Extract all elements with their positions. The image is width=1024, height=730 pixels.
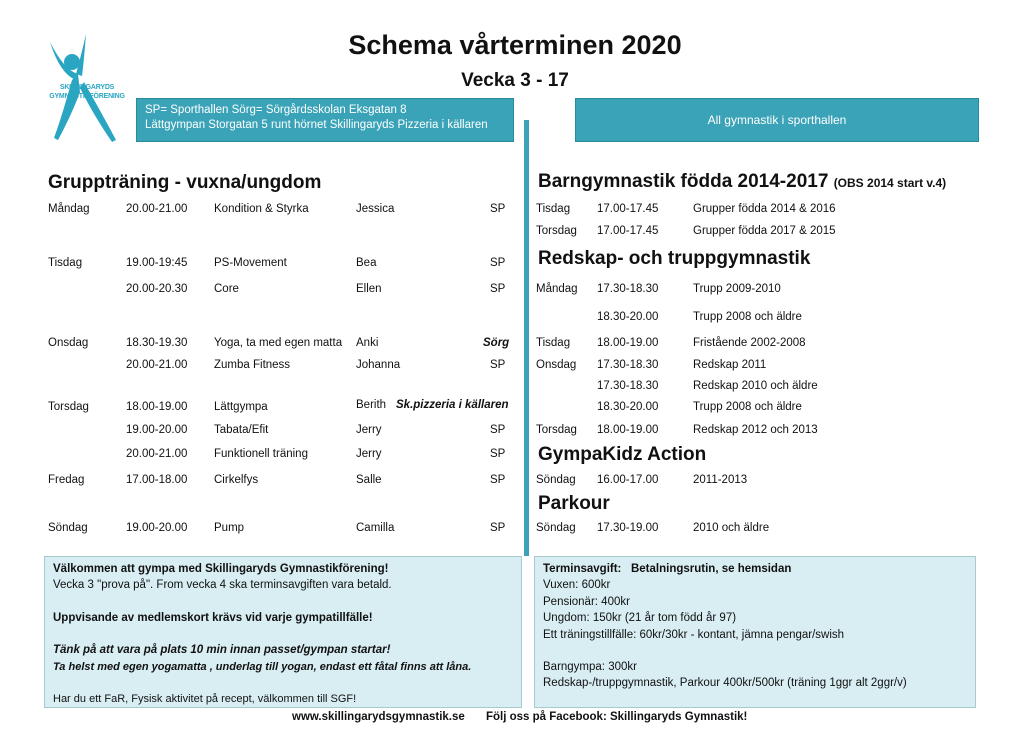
fee-apparatus: Redskap-/truppgymnastik, Parkour 400kr/500kr (träning 1ggr alt 2ggr/v) [543,677,907,690]
row-time: 16.00-17.00 [597,474,659,486]
row-time: 17.00-17.45 [597,203,659,215]
legend-line-1: SP= Sporthallen Sörg= Sörgårdsskolan Eksgatan 8 [145,104,407,116]
row-time: 20.00-21.00 [126,203,188,215]
fee-heading: Terminsavgift: [543,563,622,575]
row-time: 20.00-21.00 [126,448,188,460]
row-time: 20.00-20.30 [126,283,188,295]
row-time: 17.30-18.30 [597,380,659,392]
fee-kids: Barngympa: 300kr [543,661,637,674]
fee-youth: Ungdom: 150kr (21 år tom född år 97) [543,612,737,625]
row-leader: Ellen [356,283,382,295]
row-place: SP [490,359,506,371]
row-activity: Pump [214,522,245,534]
heading-redskap: Redskap- och truppgymnastik [538,248,811,269]
row-group: Fristående 2002-2008 [693,337,806,349]
fee-single: Ett träningstillfälle: 60kr/30kr - kontant, jämna pengar/swish [543,628,845,641]
row-place: SP [490,522,506,534]
row-time: 18.00-19.00 [597,424,659,436]
heading-barngymnastik-note: (OBS 2014 start v.4) [833,176,947,190]
fee-pensioner: Pensionär: 400kr [543,595,630,608]
row-place: Sörg [483,337,510,349]
row-day: Tisdag [536,337,571,349]
footer-facebook-text: Följ oss på Facebook: Skillingaryds Gymnastik! [486,711,748,723]
row-place: SP [490,474,506,486]
far-text: Har du ett FaR, Fysisk aktivitet på recept, välkommen till SGF! [53,693,357,706]
row-leader: Jessica [356,203,395,215]
row-day: Söndag [536,474,576,486]
heading-group-training: Gruppträning - vuxna/ungdom [48,172,322,193]
row-time: 17.00-17.45 [597,225,659,237]
row-group: Trupp 2008 och äldre [693,311,802,323]
row-time: 19.00-20.00 [126,522,188,534]
row-activity: Lättgympa [214,401,268,413]
row-group: Trupp 2008 och äldre [693,401,802,413]
row-place: SP [490,448,506,460]
heading-barngymnastik-text: Barngymnastik födda 2014-2017 [538,171,829,192]
legend-line-2: Lättgympan Storgatan 5 runt hörnet Skillingaryds Pizzeria i källaren [145,119,488,131]
page-subtitle: Vecka 3 - 17 [461,70,569,91]
row-activity: Zumba Fitness [214,359,291,371]
row-leader: Bea [356,257,377,269]
footer-website-link[interactable]: www.skillingarydsgymnastik.se [292,711,465,723]
row-group: Trupp 2009-2010 [693,283,781,295]
heading-parkour: Parkour [538,493,610,514]
welcome-text: Välkommen att gympa med Skillingaryds Gymnastikförening! [53,563,389,575]
row-leader: Johanna [356,359,401,371]
fee-heading-note: Betalningsrutin, se hemsidan [630,563,792,575]
row-activity: Cirkelfys [214,474,259,486]
row-time: 17.30-18.30 [597,359,659,371]
welcome-info-box [44,556,522,708]
row-activity: Core [214,283,239,295]
row-day: Tisdag [536,203,571,215]
row-group: Grupper födda 2014 & 2016 [693,203,836,215]
row-day: Måndag [48,203,90,215]
fee-info-box [534,556,976,708]
row-time: 18.00-19.00 [126,401,188,413]
logo-text-line1: SKILLINGARYDS [59,84,115,91]
row-time: 19.00-20.00 [126,424,188,436]
row-leader: Berith [356,399,387,411]
row-place: Sk.pizzeria i källaren [396,399,509,411]
row-activity: Funktionell träning [214,448,308,460]
row-group: Grupper födda 2017 & 2015 [693,225,836,237]
fee-heading-line [543,561,967,577]
row-time: 20.00-21.00 [126,359,188,371]
row-day: Onsdag [536,359,577,371]
membership-text: Uppvisande av medlemskort krävs vid varje gympatillfälle! [53,611,373,624]
row-activity: Kondition & Styrka [214,203,309,215]
row-activity: PS-Movement [214,257,287,269]
logo-text-line2: GYMNASTIKFÖRENING [49,93,125,100]
row-time: 18.30-20.00 [597,401,659,413]
row-activity: Tabata/Efit [214,424,269,436]
row-time: 17.00-18.00 [126,474,188,486]
row-place: SP [490,257,506,269]
row-time: 17.30-18.30 [597,283,659,295]
row-group: Redskap 2010 och äldre [693,380,818,392]
row-time: 17.30-19.00 [597,522,659,534]
row-place: SP [490,283,506,295]
row-group: 2011-2013 [693,474,748,486]
column-divider [524,120,529,556]
row-leader: Salle [356,474,382,486]
row-place: SP [490,424,506,436]
row-time: 19.00-19:45 [126,257,188,269]
row-day: Torsdag [536,424,577,436]
row-time: 18.00-19.00 [597,337,659,349]
row-day: Onsdag [48,337,89,349]
row-time: 18.30-20.00 [597,311,659,323]
row-time: 18.30-19.30 [126,337,188,349]
location-legend-box [136,98,514,142]
row-activity: Yoga, ta med egen matta [214,337,343,349]
row-place: SP [490,203,506,215]
row-leader: Camilla [356,522,395,534]
row-group: 2010 och äldre [693,522,770,534]
page-title: Schema vårterminen 2020 [348,30,682,60]
row-day: Måndag [536,283,578,295]
arrive-text: Tänk på att vara på plats 10 min innan passet/gympan startar! [53,644,391,657]
mat-text: Ta helst med egen yogamatta , underlag till yogan, endast ett fåtal finns att låna. [53,660,472,673]
row-day: Torsdag [536,225,577,237]
row-day: Söndag [48,522,88,534]
row-day: Torsdag [48,401,89,413]
all-gym-info-box: All gymnastik i sporthallen [575,98,979,142]
heading-gympakidz: GympaKidz Action [538,444,707,465]
heading-barngymnastik [538,171,946,193]
row-day: Söndag [536,522,576,534]
row-day: Fredag [48,474,85,486]
trial-text: Vecka 3 "prova på". From vecka 4 ska terminsavgiften vara betald. [53,579,392,592]
row-leader: Jerry [356,424,382,436]
row-group: Redskap 2012 och 2013 [693,424,818,436]
fee-adult: Vuxen: 600kr [543,579,611,592]
row-leader: Anki [356,337,379,349]
row-day: Tisdag [48,257,83,269]
row-group: Redskap 2011 [693,359,767,371]
row-leader: Jerry [356,448,382,460]
